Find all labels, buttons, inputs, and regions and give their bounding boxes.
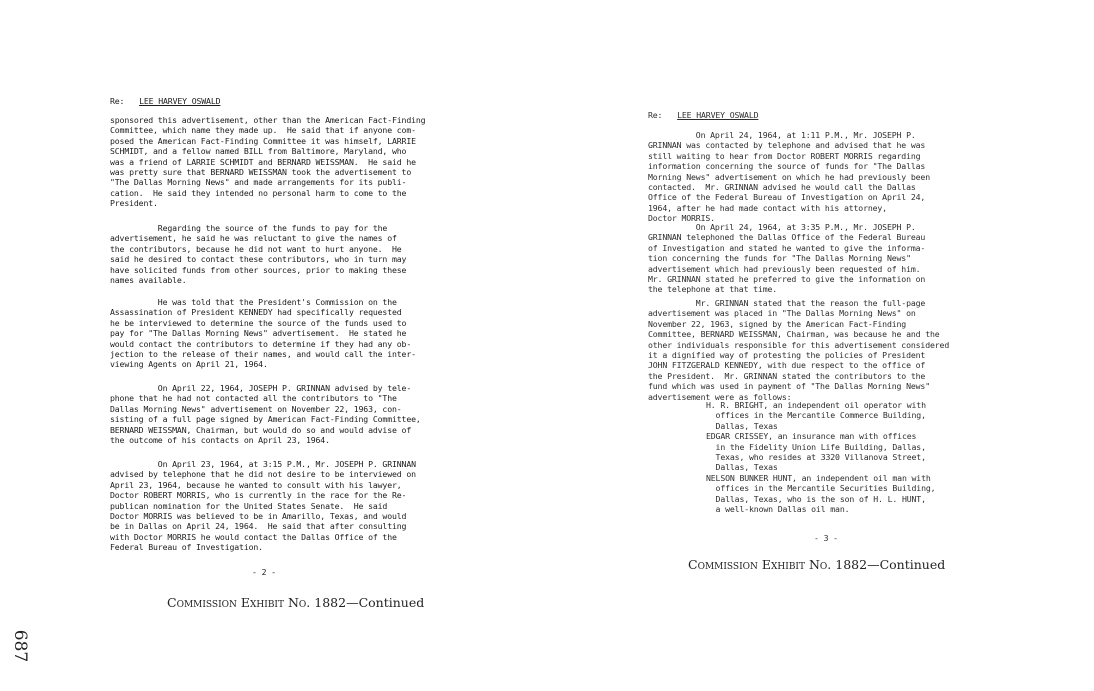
paragraph: On April 23, 1964, at 3:15 P.M., Mr. JOSEPH P. GRINNAN advised by telephone that he did not desire to be interviewed on April 23, 1964, because he wanted to consult with his lawyer, Doctor ROBERT MORRIS, who is currently in the race for the Re- publican nomination for the United States Senate. He said Doctor MORRIS was believed to be in Amarillo, Texas, and would be in Dallas on April 24, 1964. He said that after consulting with Doctor MORRIS he would contact the Dallas Office of the Federal Bureau of Investigation. — [110, 459, 416, 553]
page-number: - 3 - — [814, 533, 838, 543]
exhibit-prefix: Commission Exhibit No. — [688, 557, 832, 572]
exhibit-caption — [688, 557, 945, 572]
re-label: Re: — [648, 110, 663, 120]
page-number: - 2 - — [252, 567, 276, 577]
re-line — [648, 110, 758, 120]
re-subject: LEE HARVEY OSWALD — [139, 96, 221, 106]
paragraph: On April 24, 1964, at 3:35 P.M., Mr. JOSEPH P. GRINNAN telephoned the Dallas Office of the Federal Bureau of Investigation and stated he wanted to give the informa- tion concerning the funds for "The Dallas Morning News" advertisement which had previously been requested of him. Mr. GRINNAN stated he preferred to give the information on the telephone at that time. — [648, 222, 926, 295]
exhibit-prefix: Commission Exhibit No. — [167, 595, 311, 610]
exhibit-suffix: —Continued — [346, 595, 425, 610]
exhibit-caption — [167, 595, 424, 610]
re-line — [110, 96, 220, 106]
paragraph: He was told that the President's Commission on the Assassination of President KENNEDY had specifically requested he be interviewed to determine the source of the funds used to pay for "The Dallas Morning News" advertisement. He stated he would contact the contributors to determine if they had any ob- jection to the release of their names, and would call the inter- viewing Agents on April 21, 1964. — [110, 297, 416, 370]
re-label: Re: — [110, 96, 125, 106]
exhibit-number: 1882 — [314, 595, 347, 610]
contributor-list: H. R. BRIGHT, an independent oil operator with offices in the Mercantile Commerce Building, Dallas, Texas EDGAR CRISSEY, an insurance man with offices in the Fidelity Union Life Building, Dallas, Texas, who resides at 3320 Villanova Street, Dallas, Texas NELSON BUNKER HUNT, an independent oil man with offices in the Mercantile Securities Building, Dallas, Texas, who is the son of H. L. HUNT, a well-known Dallas oil man. — [706, 400, 936, 515]
volume-page-number: 687 — [10, 629, 30, 663]
paragraph: Mr. GRINNAN stated that the reason the full-page advertisement was placed in "The Dallas Morning News" on November 22, 1963, signed by the American Fact-Finding Committee, BERNARD WEISSMAN, Chairman, was because he and the other individuals responsible for this advertisement considered it a dignified way of protesting the policies of President JOHN FITZGERALD KENNEDY, with due respect to the office of the President. Mr. GRINNAN stated the contributors to the fund which was used in payment of "The Dallas Morning News" advertisement were as follows: — [648, 298, 950, 402]
re-subject: LEE HARVEY OSWALD — [677, 110, 759, 120]
paragraph: Regarding the source of the funds to pay for the advertisement, he said he was reluctant to give the names of the contributors, because he did not want to hurt anyone. He said he desired to contact these contributors, who in turn may have solicited funds from other sources, prior to making these names available. — [110, 223, 407, 286]
paragraph: On April 24, 1964, at 1:11 P.M., Mr. JOSEPH P. GRINNAN was contacted by telephone and advised that he was still waiting to hear from Doctor ROBERT MORRIS regarding information concerning the source of funds for "The Dallas Morning News" advertisement on which he had previously been contacted. Mr. GRINNAN advised he would call the Dallas Office of the Federal Bureau of Investigation on April 24, 1964, after he had made contact with his attorney, Doctor MORRIS. — [648, 130, 930, 224]
exhibit-number: 1882 — [835, 557, 868, 572]
paragraph: On April 22, 1964, JOSEPH P. GRINNAN advised by tele- phone that he had not contacted all the contributors to "The Dallas Morning News" advertisement on November 22, 1963, con- sisting of a full page signed by American Fact-Finding Committee, BERNARD WEISSMAN, Chairman, but would do so and would advise of the outcome of his contacts on April 23, 1964. — [110, 383, 421, 446]
exhibit-suffix: —Continued — [867, 557, 946, 572]
paragraph: sponsored this advertisement, other than the American Fact-Finding Committee, which name they made up. He said that if anyone com- posed the American Fact-Finding Committee it was himself, LARRIE SCHMIDT, and a fellow named BILL from Baltimore, Maryland, who was a friend of LARRIE SCHMIDT and BERNARD WEISSMAN. He said he was pretty sure that BERNARD WEISSMAN took the advertisement to "The Dallas Morning News" and made arrangements for its publi- cation. He said they intended no personal harm to come to the President. — [110, 115, 426, 209]
right-page — [547, 0, 1094, 691]
